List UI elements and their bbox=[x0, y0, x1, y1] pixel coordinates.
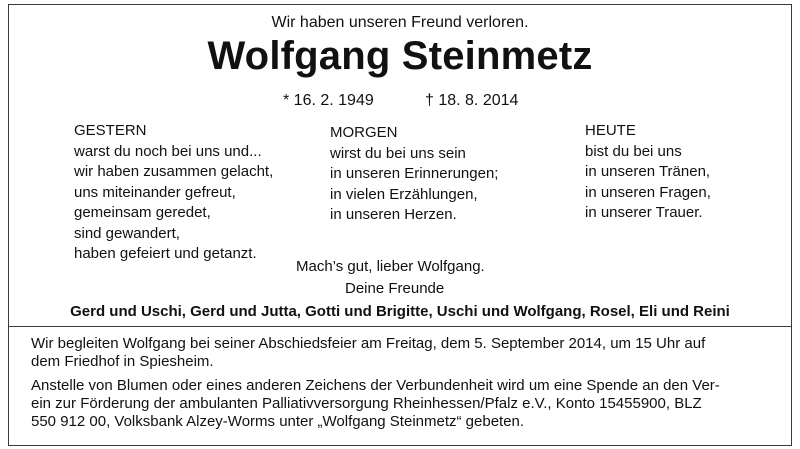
poem-line: in unserer Trauer. bbox=[585, 204, 703, 221]
mourner-names: Gerd und Uschi, Gerd und Jutta, Gotti und Brigitte, Uschi und Wolfgang, Rosel, Eli und Reini bbox=[70, 303, 730, 320]
signature-line: Deine Freunde bbox=[345, 280, 445, 297]
farewell-line: Mach’s gut, lieber Wolfgang. bbox=[296, 258, 485, 275]
poem-line: sind gewandert, bbox=[74, 224, 180, 242]
poem-line: warst du noch bei uns und... bbox=[74, 142, 262, 160]
poem-heading-tomorrow: MORGEN bbox=[330, 124, 398, 141]
ceremony-line: dem Friedhof in Spiesheim. bbox=[31, 353, 214, 370]
poem-column-tomorrow bbox=[330, 123, 498, 226]
donation-line: Anstelle von Blumen oder eines anderen Zeichens der Verbundenheit wird um eine Spende an den Ver- bbox=[31, 377, 720, 394]
poem-line: in unseren Herzen. bbox=[330, 206, 457, 223]
donation-line: ein zur Förderung der ambulanten Palliativversorgung Rheinhessen/Pfalz e.V., Konto 15455900, BLZ bbox=[31, 395, 702, 412]
poem-column-yesterday bbox=[74, 121, 273, 265]
poem-line: haben gefeiert und getanzt. bbox=[74, 245, 257, 262]
divider bbox=[8, 326, 792, 327]
poem-line: in unseren Tränen, bbox=[585, 163, 711, 180]
poem-line: bist du bei uns bbox=[585, 142, 682, 160]
poem-line: wir haben zusammen gelacht, bbox=[74, 163, 274, 180]
deceased-name: Wolfgang Steinmetz bbox=[207, 34, 593, 78]
poem-heading-yesterday: GESTERN bbox=[74, 122, 147, 139]
death-date: † 18. 8. 2014 bbox=[425, 92, 519, 109]
ceremony-line: Wir begleiten Wolfgang bei seiner Abschiedsfeier am Freitag, dem 5. September 2014, um 15 Uhr auf bbox=[31, 335, 706, 352]
poem-line: in vielen Erzählungen, bbox=[330, 185, 478, 203]
ceremony-paragraph bbox=[31, 335, 776, 371]
poem-line: wirst du bei uns sein bbox=[330, 144, 466, 162]
poem-line: in unseren Fragen, bbox=[585, 183, 711, 201]
poem-line: gemeinsam geredet, bbox=[74, 204, 211, 221]
poem-heading-today: HEUTE bbox=[585, 122, 636, 139]
poem-line: in unseren Erinnerungen; bbox=[330, 165, 499, 182]
poem-column-today bbox=[585, 121, 711, 224]
donation-paragraph bbox=[31, 377, 776, 431]
birth-date: * 16. 2. 1949 bbox=[283, 92, 374, 109]
poem-line: uns miteinander gefreut, bbox=[74, 183, 236, 201]
intro-text: Wir haben unseren Freund verloren. bbox=[271, 14, 529, 31]
donation-line: 550 912 00, Volksbank Alzey-Worms unter „Wolfgang Steinmetz“ gebeten. bbox=[31, 413, 525, 430]
